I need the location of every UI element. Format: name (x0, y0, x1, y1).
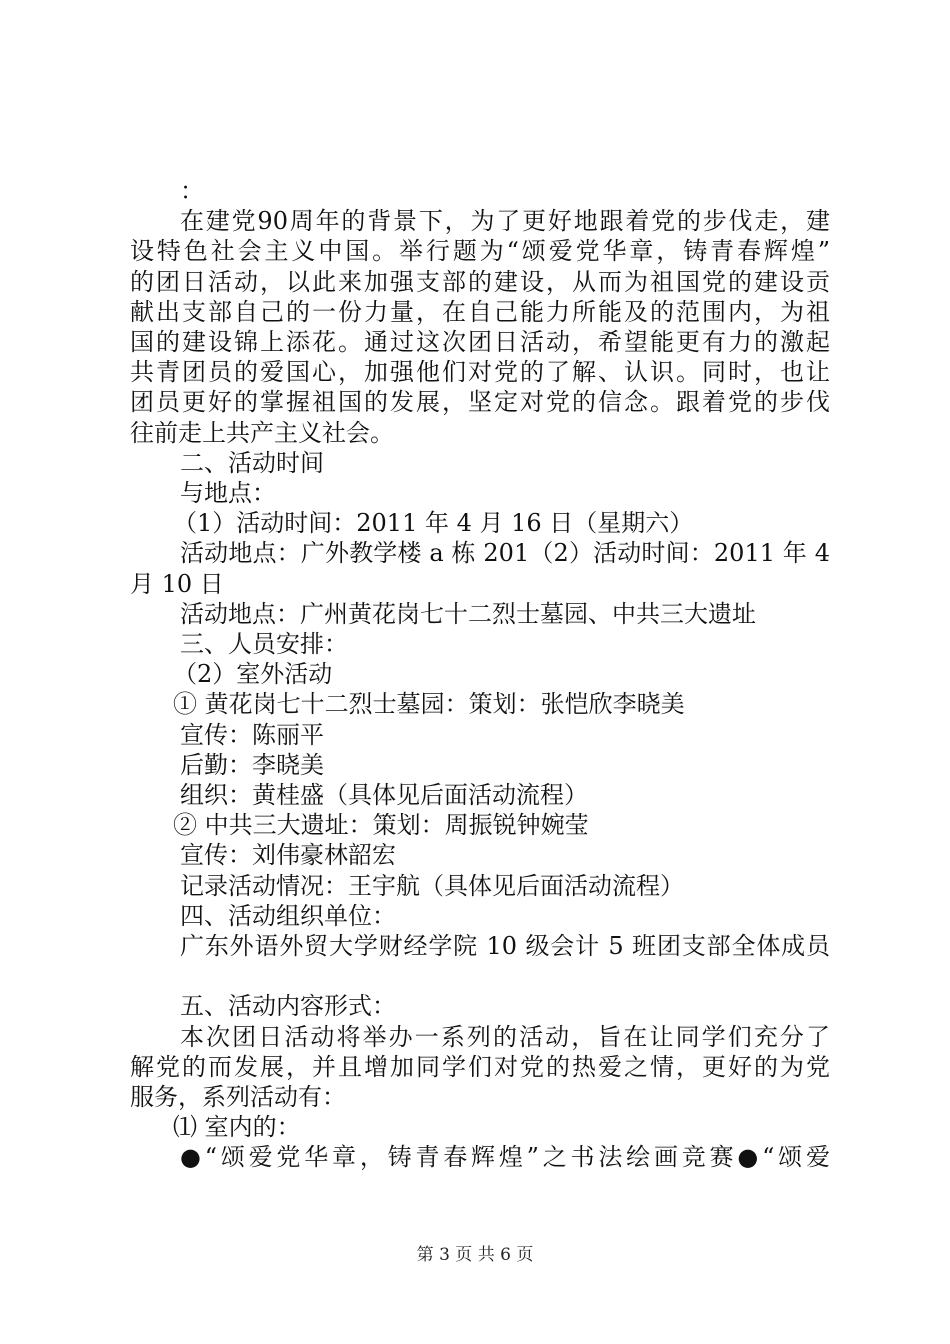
colon-line: ： (180, 177, 204, 205)
list-item: 记录活动情况：王宇航（具体见后面活动流程） (180, 871, 684, 900)
bullet-line: ●“颂爱党华章，铸青春辉煌”之书法绘画竞赛●“颂爱 (180, 1143, 830, 1172)
paragraph-line: 设特色社会主义中国。举行题为“颂爱党华章，铸青春辉煌” (130, 237, 830, 266)
paragraph-line: 团员更好的掌握祖国的发展，坚定对党的信念。跟着党的步伐 (130, 388, 830, 417)
sub-heading: （2）室外活动 (173, 660, 333, 689)
paragraph-line: 的团日活动，以此来加强支部的建设，从而为祖国党的建设贡 (130, 267, 830, 296)
list-item: 宣传：陈丽平 (180, 720, 324, 749)
paragraph-line: 解党的而发展，并且增加同学们对党的热爱之情，更好的为党 (130, 1052, 830, 1081)
activity-time-2-date: 月 10 日 (130, 569, 224, 598)
page-footer: 第 3 页 共 6 页 (416, 1245, 534, 1265)
activity-time-1: （1）活动时间：2011 年 4 月 16 日（星期六） (173, 509, 694, 538)
list-item: 宣传：刘伟豪林韶宏 (180, 841, 396, 870)
paragraph-line: 服务，系列活动有： (130, 1083, 346, 1112)
paragraph-line: 往前走上共产主义社会。 (130, 418, 394, 447)
sub-heading: ⑴ 室内的： (173, 1113, 301, 1142)
list-item: ② 中共三大遗址：策划：周振锐钟婉莹 (173, 811, 589, 840)
paragraph-line: 国的建设锦上添花。通过这次团日活动，希望能更有力的激起 (130, 328, 830, 357)
list-item: 后勤：李晓美 (180, 750, 324, 779)
activity-location-2: 活动地点：广州黄花岗七十二烈士墓园、中共三大遗址 (180, 599, 756, 628)
paragraph-line: 共青团员的爱国心，加强他们对党的了解、认识。同时，也让 (130, 358, 830, 387)
section-heading-cont: 与地点： (180, 479, 276, 508)
paragraph-line: 本次团日活动将举办一系列的活动，旨在让同学们充分了 (180, 1022, 830, 1051)
list-item: 组织：黄桂盛（具体见后面活动流程） (180, 781, 588, 810)
section-heading: 五、活动内容形式： (180, 992, 396, 1021)
section-heading: 四、活动组织单位： (180, 901, 396, 930)
blank-line (130, 961, 830, 991)
list-item: ① 黄花岗七十二烈士墓园：策划：张恺欣李晓美 (173, 690, 685, 719)
section-heading: 三、人员安排： (180, 630, 348, 659)
paragraph-line: 献出支部自己的一份力量，在自己能力所能及的范围内，为祖 (130, 297, 830, 326)
document-body (130, 176, 830, 1173)
organizer-line: 广东外语外贸大学财经学院 10 级会计 5 班团支部全体成员 (180, 932, 830, 961)
paragraph-line: 在建党90周年的背景下，为了更好地跟着党的步伐走，建 (180, 207, 830, 236)
section-heading: 二、活动时间 (180, 448, 324, 477)
activity-location-1: 活动地点：广外教学楼 a 栋 201（2）活动时间：2011 年 4 (180, 539, 830, 568)
